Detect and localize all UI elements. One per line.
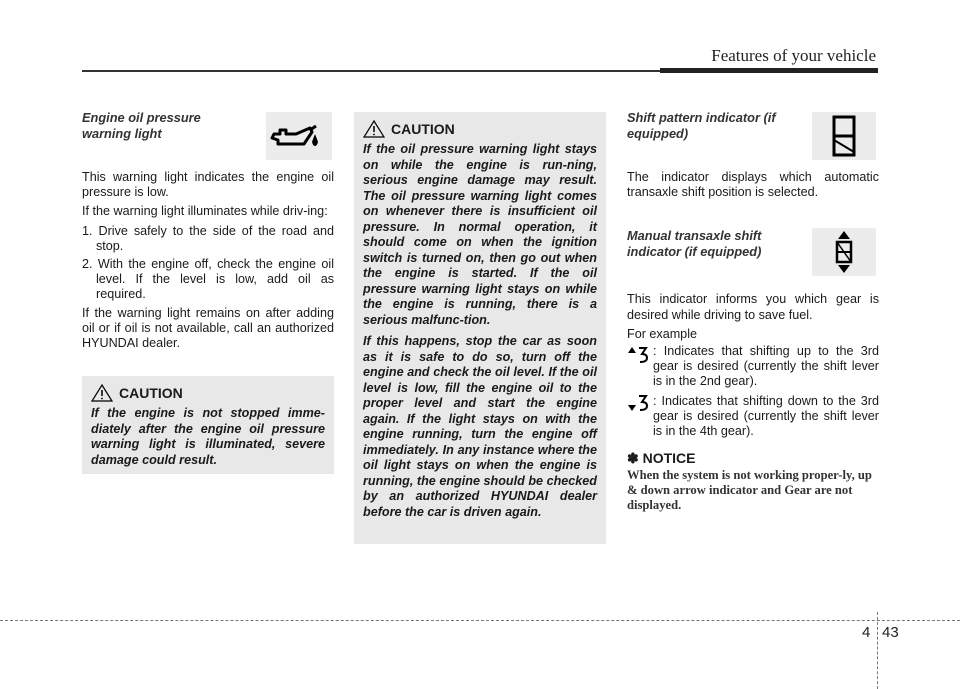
caution-text: If the engine is not stopped imme-diately after the engine oil pressure warning light is illuminated, severe damage could result. <box>91 406 325 467</box>
caution-paragraph: If this happens, stop the car as soon as it is safe to do so, turn off the engine and check the oil level. If the oil level is low, fill the engine oil to the proper level and start the engine again. If the light stays on with the engine running, turn the engine off immediately. In any instance where the oil light stays on when the engine is running, the engine should be checked by an authorized HYUNDAI dealer before the car is driven again. <box>363 334 597 519</box>
caution-label: CAUTION <box>119 385 183 401</box>
footer-rule <box>0 620 960 621</box>
page-number: 43 <box>882 624 899 641</box>
section-title-manual-shift: Manual transaxle shift indicator (if equipped) <box>627 228 762 260</box>
warning-triangle-icon <box>91 384 113 402</box>
header-rule-accent <box>660 68 878 73</box>
shift-down-description <box>627 394 879 440</box>
caution-label: CAUTION <box>391 121 455 137</box>
manual-shift-indicator-icon <box>812 228 876 276</box>
notice-text: When the system is not working proper-ly, up & down arrow indicator and Gear are not displayed. <box>627 468 872 513</box>
shift-up-text: : Indicates that shifting up to the 3rd gear is desired (currently the shift lever is in the 2nd gear). <box>653 344 879 389</box>
caution-paragraph: If the oil pressure warning light stays on while the engine is run-ning, serious engine damage may result. The oil pressure warning light comes on whenever there is insufficient oil pressure. In normal operation, it should come on when the ignition switch is turned on, then go out when the engine is started. If the oil pressure warning light stays on while the engine is running, there is a serious malfunc-tion. <box>363 142 597 327</box>
notice-label: ✽ NOTICE <box>627 450 696 467</box>
paragraph: If the warning light remains on after adding oil or if oil is not available, call an authorized HYUNDAI dealer. <box>82 305 334 351</box>
shift-pattern-indicator-icon <box>812 112 876 160</box>
chapter-number: 4 <box>862 624 871 641</box>
section-title-oil-pressure: Engine oil pressure warning light <box>82 110 201 141</box>
list-item: 2. With the engine off, check the engine oil level. If the level is low, add oil as required. <box>82 257 334 302</box>
footer-divider <box>877 612 878 689</box>
warning-triangle-icon <box>363 120 385 138</box>
caution-box-left <box>82 376 334 474</box>
page-header-title: Features of your vehicle <box>711 46 876 65</box>
caution-box-center <box>354 112 606 544</box>
shift-up-description <box>627 344 879 390</box>
paragraph: If the warning light illuminates while driv-ing: <box>82 204 328 219</box>
oil-pressure-warning-icon <box>266 112 332 160</box>
paragraph: The indicator displays which automatic transaxle shift position is selected. <box>627 170 879 200</box>
shift-down-text: : Indicates that shifting down to the 3rd gear is desired (currently the shift lever is in the 4th gear). <box>653 393 879 439</box>
section-title-shift-pattern: Shift pattern indicator (if equipped) <box>627 110 776 141</box>
column-right <box>627 110 879 513</box>
paragraph: This indicator informs you which gear is desired while driving to save fuel. <box>627 292 879 322</box>
shift-up-arrow-icon <box>627 344 651 364</box>
example-label: For example <box>627 326 697 341</box>
list-item: 1. Drive safely to the side of the road and stop. <box>82 223 334 253</box>
shift-down-arrow-icon <box>627 394 651 414</box>
paragraph: This warning light indicates the engine oil pressure is low. <box>82 170 334 200</box>
